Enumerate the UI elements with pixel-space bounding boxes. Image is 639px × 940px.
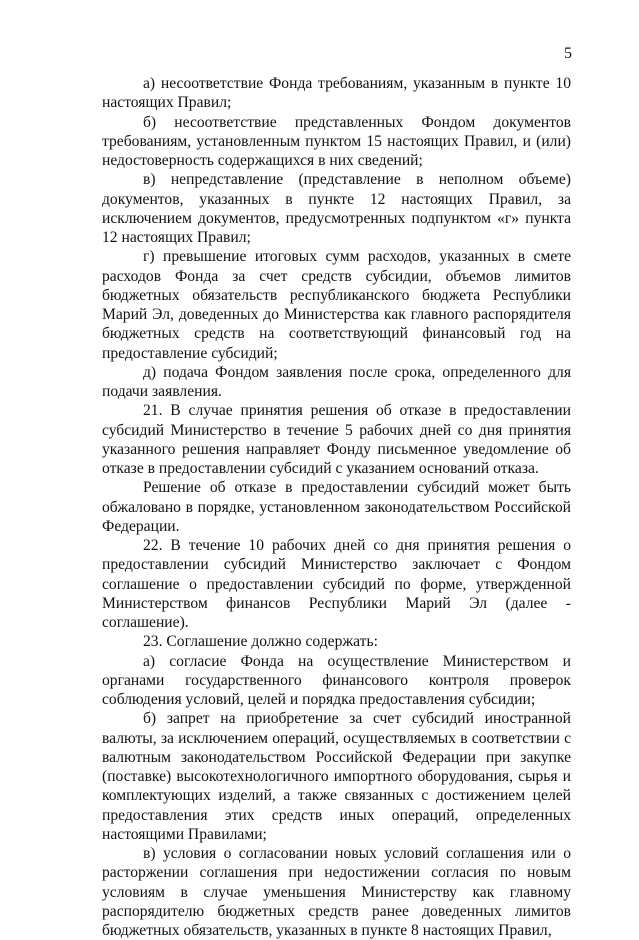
paragraph-20v: в) непредставление (представление в неполном объеме) документов, указанных в пункте 12 настоящих Правил, за исключением документов, предусмотренных подпунктом «г» пункта 12 настоящих Правил;	[102, 171, 571, 246]
document-body	[102, 74, 571, 940]
page-number: 5	[564, 45, 572, 62]
paragraph-23b: б) запрет на приобретение за счет субсидий иностранной валюты, за исключением операций, осуществляемых в соответствии с валютным законодательством Российской Федерации при закупке (поставке) высокотехнологичного импортного оборудования, сырья и комплектующих изделий, а также связанных с достижением целей предоставления этих средств иных операций, определенных настоящими Правилами;	[102, 710, 571, 843]
paragraph-20g: г) превышение итоговых сумм расходов, указанных в смете расходов Фонда за счет средств субсидии, объемов лимитов бюджетных обязательств республиканского бюджета Республики Марий Эл, доведенных до Министерства как главного распорядителя бюджетных средств на соответствующий финансовый год на предоставление субсидий;	[102, 248, 571, 362]
paragraph-20a: а) несоответствие Фонда требованиям, указанным в пункте 10 настоящих Правил;	[102, 75, 571, 112]
paragraph-20d: д) подача Фондом заявления после срока, определенного для подачи заявления.	[102, 363, 571, 400]
paragraph-20b: б) несоответствие представленных Фондом документов требованиям, установленным пунктом 15 настоящих Правил, и (или) недостоверность содержащихся в них сведений;	[102, 113, 571, 169]
paragraph-23: 23. Соглашение должно содержать:	[143, 633, 378, 651]
paragraph-21-appeal: Решение об отказе в предоставлении субсидий может быть обжаловано в порядке, установленном законодательством Российской Федерации.	[102, 479, 571, 535]
paragraph-21: 21. В случае принятия решения об отказе в предоставлении субсидий Министерство в течение 5 рабочих дней со дня принятия указанного решения направляет Фонду письменное уведомление об отказе в предоставлении субсидий с указанием оснований отказа.	[102, 402, 571, 477]
paragraph-23v: в) условия о согласовании новых условий соглашения или о расторжении соглашения при недостижении согласия по новым условиям в случае уменьшения Министерству как главному распорядителю бюджетных средств ранее доведенных лимитов бюджетных обязательств, указанных в пункте 8 настоящих Правил,	[102, 845, 571, 939]
paragraph-23a: а) согласие Фонда на осуществление Министерством и органами государственного финансового контроля проверок соблюдения условий, целей и порядка предоставления субсидии;	[102, 652, 571, 708]
paragraph-22: 22. В течение 10 рабочих дней со дня принятия решения о предоставлении субсидий Министерство заключает с Фондом соглашение о предоставлении субсидий по форме, утвержденной Министерством финансов Республики Марий Эл (далее - соглашение).	[102, 537, 571, 631]
